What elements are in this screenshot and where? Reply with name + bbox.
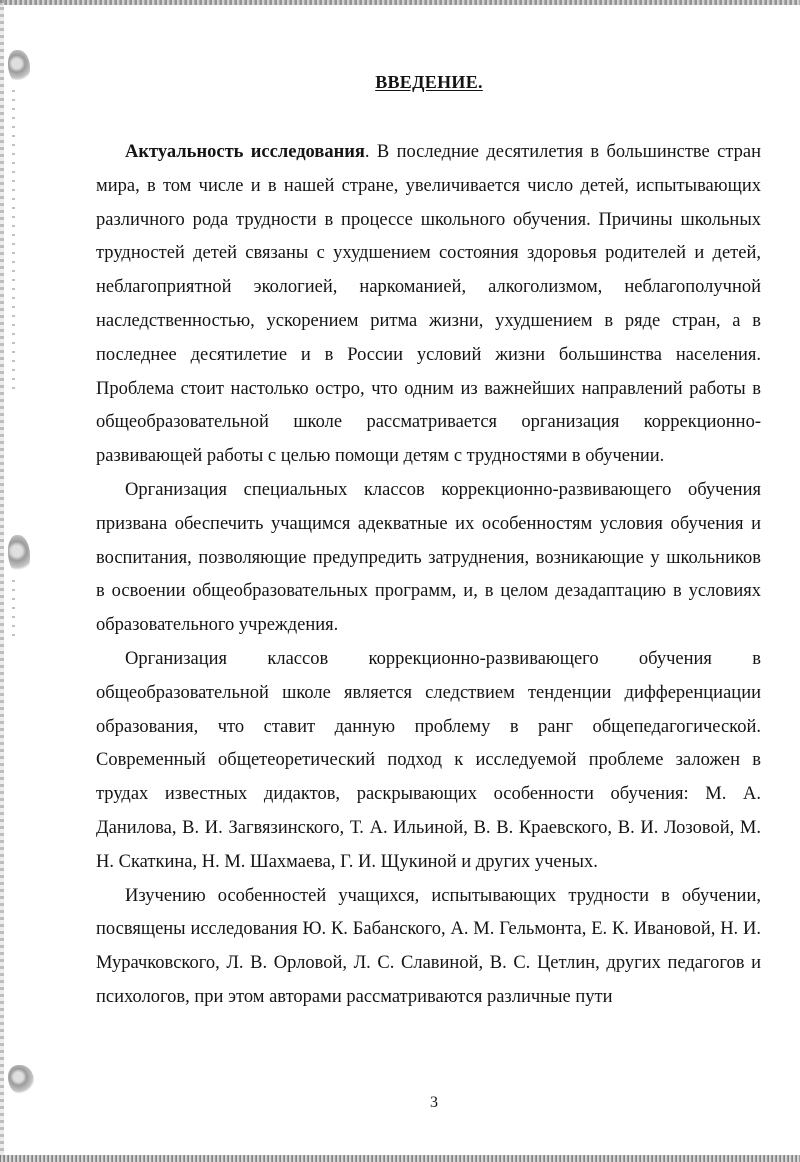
paragraph-relevance <box>96 136 761 474</box>
scan-edge-top <box>0 0 800 5</box>
binder-hole-mark <box>8 1065 34 1095</box>
scan-edge-bottom <box>0 1155 800 1162</box>
binder-hole-mark <box>8 535 30 575</box>
scan-noise <box>12 90 15 390</box>
page-title: ВВЕДЕНИЕ. <box>375 72 483 92</box>
page-number: 3 <box>430 1094 438 1111</box>
paragraph: Изучению особенностей учащихся, испытывающих трудности в обучении, посвящены исследования Ю. К. Бабанского, А. М. Гельмонта, Е. К. Ивановой, Н. И. Мурачковского, Л. В. Орловой, Л. С. Славиной, В. С. Цетлин, других педагогов и психологов, при этом авторами рассматриваются различные пути <box>96 885 761 1007</box>
paragraph-text: . В последние десятилетия в большинстве стран мира, в том числе и в нашей стране, увеличивается число детей, испытывающих различного рода трудности в процессе школьного обучения. Причины школьных трудностей детей связаны с ухудшением состояния здоровья родителей и детей, неблагоприятной экологией, наркоманией, алкоголизмом, неблагополучной наследственностью, ускорением ритма жизни, ухудшением в ряде стран, а в последнее десятилетие и в России условий жизни большинства населения. Проблема стоит настолько остро, что одним из важнейших направлений работы в общеобразовательной школе рассматривается организация коррекционно-развивающей работы с целью помощи детям с трудностями в обучении. <box>96 142 761 467</box>
paragraph: Организация специальных классов коррекционно-развивающего обучения призвана обеспечить учащимся адекватные их особенностям условия обучения и воспитания, позволяющие предупредить затруднения, возникающие у школьников в освоении общеобразовательных программ, и, в целом дезадаптацию в условиях образовательного учреждения. <box>96 479 761 636</box>
scan-noise <box>12 580 15 640</box>
paragraph-lead: Актуальность исследования <box>125 142 365 162</box>
paragraph: Организация классов коррекционно-развивающего обучения в общеобразовательной школе является следствием тенденции дифференциации образования, что ставит данную проблему в ранг общепедагогической. Современный общетеоретический подход к исследуемой проблеме заложен в трудах известных дидактов, раскрывающих особенности обучения: М. А. Данилова, В. И. Загвязинского, Т. А. Ильиной, В. В. Краевского, В. И. Лозовой, М. Н. Скаткина, Н. М. Шахмаева, Г. И. Щукиной и других ученых. <box>96 648 761 872</box>
scan-edge-left <box>0 0 4 1162</box>
document-body <box>96 136 761 1015</box>
